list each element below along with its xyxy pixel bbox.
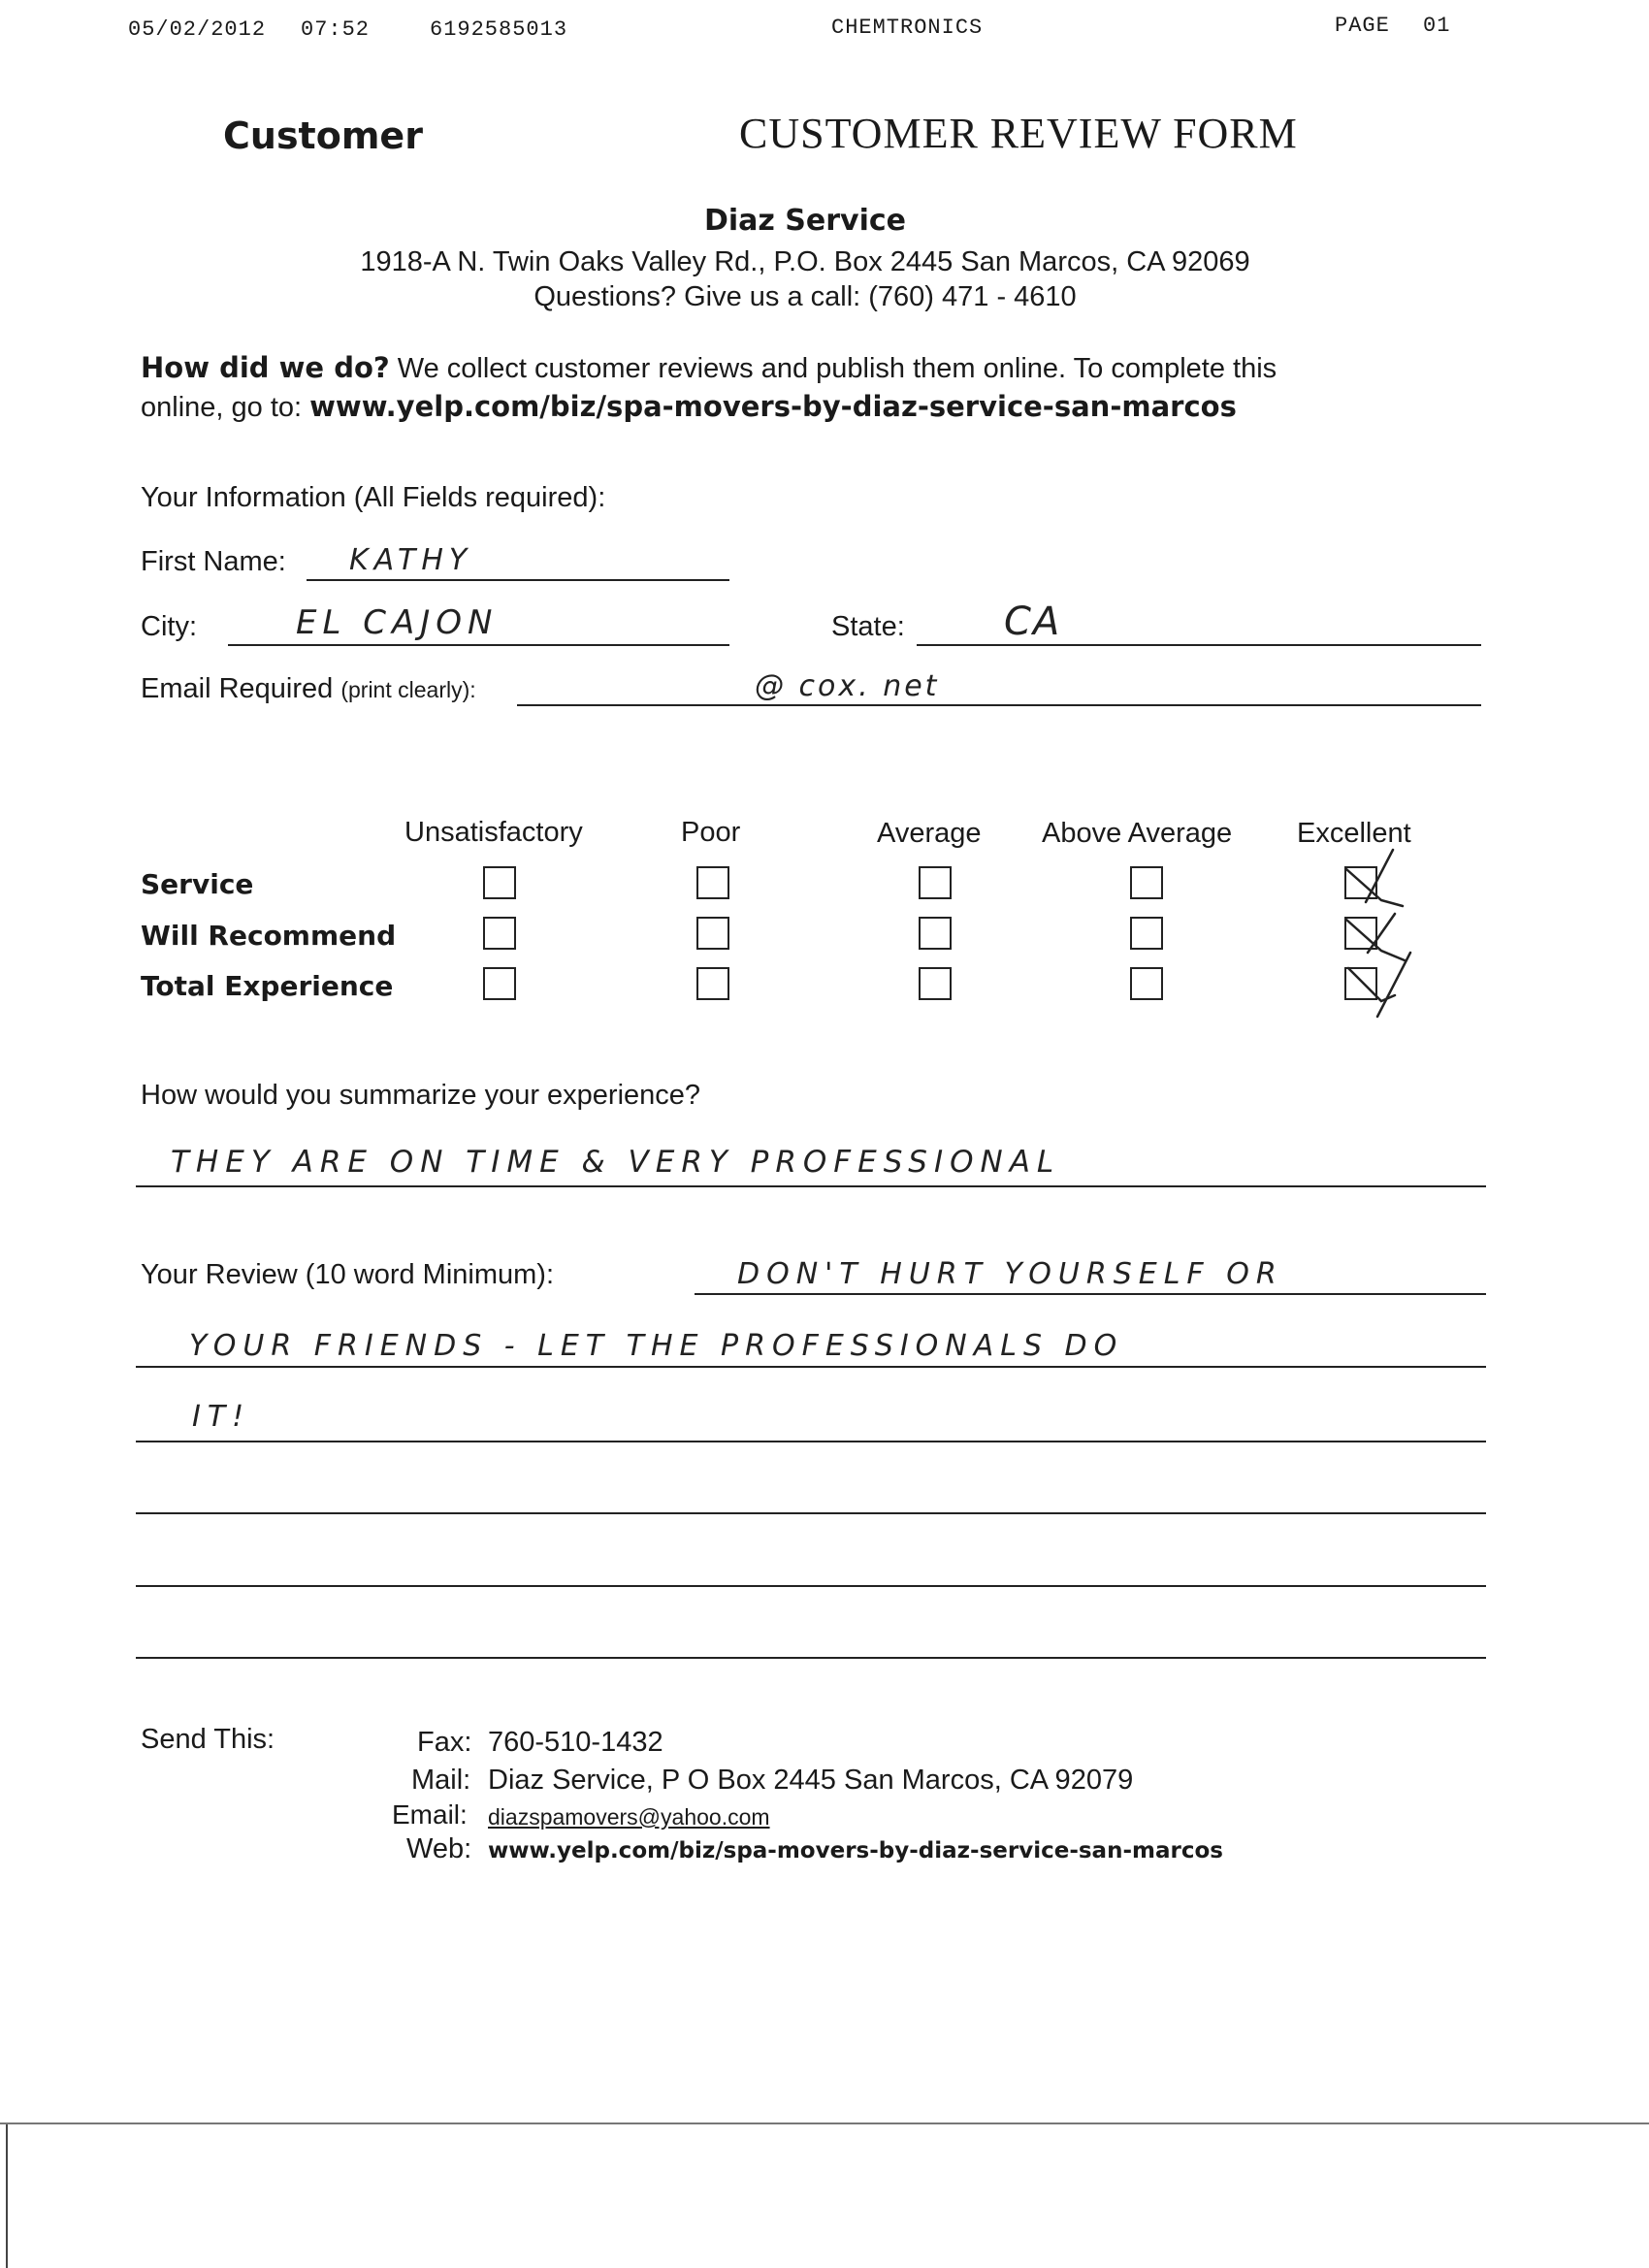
review-text-2[interactable]: YOUR FRIENDS - LET THE PROFESSIONALS DO xyxy=(189,1329,1124,1363)
first-name-line xyxy=(307,579,729,581)
review-text-1[interactable]: DON'T HURT YOURSELF OR xyxy=(737,1257,1283,1291)
review-line-6 xyxy=(136,1657,1486,1659)
summary-answer[interactable]: THEY ARE ON TIME & VERY PROFESSIONAL xyxy=(171,1145,1061,1180)
email-line xyxy=(517,704,1481,706)
service-poor-checkbox[interactable] xyxy=(696,866,729,899)
fax-time: 07:52 xyxy=(301,17,371,42)
intro-line-2 xyxy=(141,390,1237,424)
scan-edge-left xyxy=(6,2124,8,2268)
summary-line xyxy=(136,1185,1486,1187)
intro-line-1 xyxy=(141,351,1277,385)
experience-unsatisfactory-checkbox[interactable] xyxy=(483,967,516,1000)
excellent-check-marks xyxy=(1337,842,1424,1026)
service-average-checkbox[interactable] xyxy=(919,866,952,899)
email-note: (print clearly): xyxy=(340,677,476,702)
city-label: City: xyxy=(141,611,197,642)
service-above-average-checkbox[interactable] xyxy=(1130,866,1163,899)
send-web-value[interactable]: www.yelp.com/biz/spa-movers-by-diaz-service-san-marcos xyxy=(488,1838,1223,1863)
review-label: Your Review (10 word Minimum): xyxy=(141,1259,555,1290)
customer-heading: Customer xyxy=(223,114,423,157)
row-service-label: Service xyxy=(141,868,254,900)
city-line xyxy=(228,644,729,646)
fax-sender: CHEMTRONICS xyxy=(831,16,984,40)
email-label: Email Required xyxy=(141,673,334,704)
recommend-poor-checkbox[interactable] xyxy=(696,917,729,950)
company-phone: Questions? Give us a call: (760) 471 - 4610 xyxy=(534,281,1077,312)
fax-page-label: PAGE xyxy=(1335,14,1390,38)
row-recommend-label: Will Recommend xyxy=(141,920,397,952)
company-address: 1918-A N. Twin Oaks Valley Rd., P.O. Box 2445 San Marcos, CA 92069 xyxy=(360,246,1250,277)
experience-average-checkbox[interactable] xyxy=(919,967,952,1000)
col-average: Average xyxy=(877,818,982,849)
experience-poor-checkbox[interactable] xyxy=(696,967,729,1000)
review-line-3 xyxy=(136,1441,1486,1442)
review-line-5 xyxy=(136,1585,1486,1587)
info-heading: Your Information (All Fields required): xyxy=(141,482,606,513)
recommend-above-average-checkbox[interactable] xyxy=(1130,917,1163,950)
send-fax-value: 760-510-1432 xyxy=(488,1727,663,1758)
intro-url[interactable]: www.yelp.com/biz/spa-movers-by-diaz-service-san-marcos xyxy=(309,390,1237,423)
email-label-group xyxy=(141,673,476,705)
company-name: Diaz Service xyxy=(703,204,907,238)
service-unsatisfactory-checkbox[interactable] xyxy=(483,866,516,899)
col-unsatisfactory: Unsatisfactory xyxy=(404,817,583,848)
first-name-value[interactable]: KATHY xyxy=(349,543,473,577)
form-title: CUSTOMER REVIEW FORM xyxy=(739,110,1298,157)
summary-question: How would you summarize your experience? xyxy=(141,1080,701,1111)
col-excellent: Excellent xyxy=(1297,818,1411,849)
first-name-label: First Name: xyxy=(141,546,286,577)
fax-page-number: 01 xyxy=(1423,14,1451,38)
intro-lead: How did we do? xyxy=(141,351,390,384)
intro-text: We collect customer reviews and publish them online. To complete this xyxy=(389,353,1277,384)
send-fax-label: Fax: xyxy=(417,1727,472,1758)
intro-prefix: online, go to: xyxy=(141,392,310,423)
fax-date: 05/02/2012 xyxy=(128,17,267,42)
fax-phone: 6192585013 xyxy=(430,17,568,42)
review-line-4 xyxy=(136,1512,1486,1514)
state-label: State: xyxy=(831,611,905,642)
row-experience-label: Total Experience xyxy=(141,970,394,1002)
send-label: Send This: xyxy=(141,1724,275,1755)
recommend-unsatisfactory-checkbox[interactable] xyxy=(483,917,516,950)
review-line-1 xyxy=(695,1293,1486,1295)
email-value[interactable]: @ cox. net xyxy=(755,669,940,703)
send-email-value[interactable]: diazspamovers@yahoo.com xyxy=(488,1804,770,1830)
recommend-average-checkbox[interactable] xyxy=(919,917,952,950)
scan-edge-line xyxy=(0,2122,1649,2124)
send-mail-label: Mail: xyxy=(411,1765,471,1796)
review-text-3[interactable]: IT! xyxy=(192,1400,251,1434)
send-email-label: Email: xyxy=(392,1799,468,1830)
send-mail-value: Diaz Service, P O Box 2445 San Marcos, CA 92079 xyxy=(488,1765,1134,1796)
city-value[interactable]: EL CAJON xyxy=(296,603,499,642)
send-web-label: Web: xyxy=(406,1833,472,1864)
col-poor: Poor xyxy=(681,817,741,848)
state-value[interactable]: CA xyxy=(1004,599,1062,644)
state-line xyxy=(917,644,1481,646)
review-line-2 xyxy=(136,1366,1486,1368)
experience-above-average-checkbox[interactable] xyxy=(1130,967,1163,1000)
col-above-average: Above Average xyxy=(1042,818,1233,849)
